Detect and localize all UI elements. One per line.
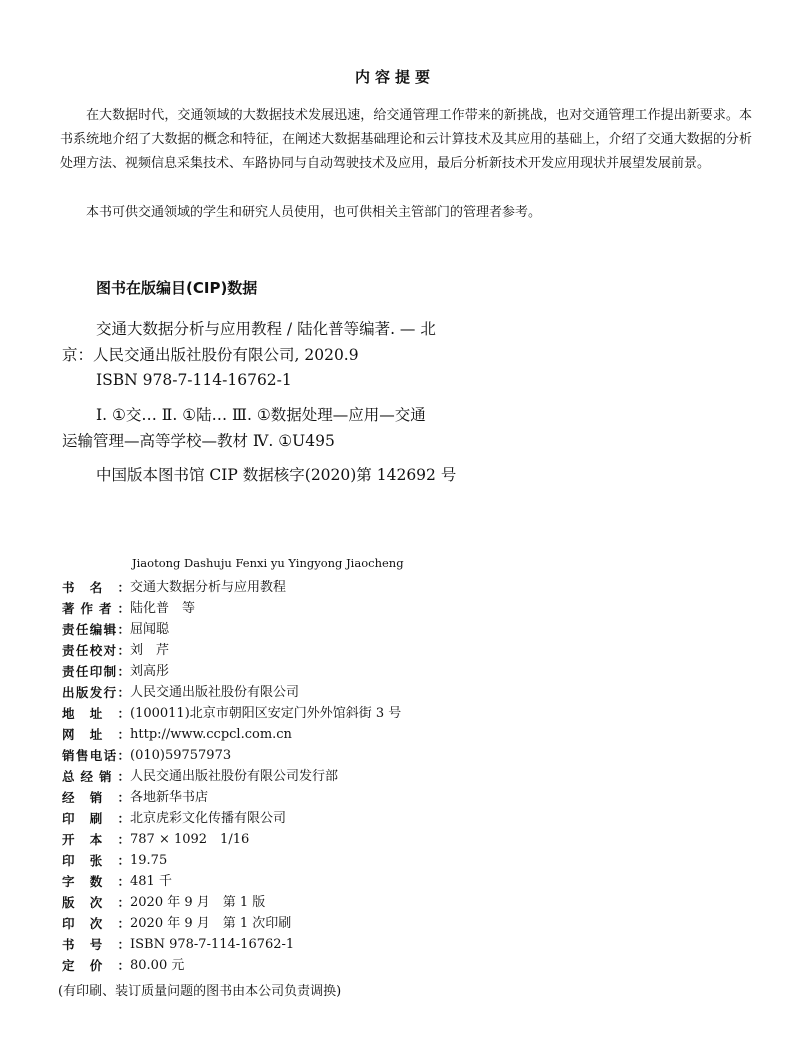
info-label-char: 行	[103, 685, 117, 700]
info-label	[62, 871, 130, 892]
info-label	[62, 598, 130, 619]
info-label-char: 本	[89, 832, 103, 847]
info-label-colon: ：	[117, 790, 130, 805]
info-value: http://www.ccpcl.com.cn	[130, 727, 292, 742]
info-label	[62, 703, 130, 724]
info-label	[62, 745, 130, 766]
info-label-char: 任	[75, 664, 89, 679]
info-value: 2020 年 9 月 第 1 版	[130, 895, 266, 910]
info-row	[62, 808, 762, 829]
info-label-char: 价	[89, 958, 103, 973]
info-label	[62, 682, 130, 703]
info-value: 屈闻聪	[130, 622, 170, 637]
info-label-colon: ：	[117, 601, 130, 616]
info-label-char: 销	[62, 748, 75, 763]
info-label-char: 次	[89, 895, 103, 910]
info-value: 481 千	[130, 874, 172, 889]
info-label-colon: ：	[117, 580, 130, 595]
info-label-char: 发	[89, 685, 103, 700]
info-label-char: 印	[62, 811, 75, 826]
info-value: 787 × 1092 1/16	[130, 832, 250, 847]
info-value: (100011)北京市朝阳区安定门外外馆斜街 3 号	[130, 706, 402, 721]
info-row	[62, 892, 762, 913]
info-row	[62, 787, 762, 808]
publication-info	[62, 577, 762, 976]
info-value: 陆化普 等	[130, 601, 196, 616]
info-label	[62, 766, 130, 787]
cip-line-3: ISBN 978-7-114-16762-1	[96, 371, 292, 389]
info-label-char: 者	[98, 601, 112, 616]
info-label-char: 张	[89, 853, 103, 868]
info-label-colon: ：	[117, 727, 130, 742]
info-label-char: 定	[62, 958, 75, 973]
info-value: ISBN 978-7-114-16762-1	[130, 937, 295, 952]
info-label	[62, 955, 130, 976]
info-label-char: 号	[89, 937, 103, 952]
info-value: 80.00 元	[130, 958, 185, 973]
info-label-char: 制	[103, 664, 117, 679]
cip-line-6: 中国版本图书馆 CIP 数据核字(2020)第 142692 号	[96, 466, 457, 484]
info-value: 人民交通出版社股份有限公司	[130, 685, 300, 700]
info-label	[62, 724, 130, 745]
info-label-char: 作	[80, 601, 93, 616]
info-value: 刘 芹	[130, 643, 170, 658]
info-label-char: 书	[62, 937, 75, 952]
quality-note: (有印刷、装订质量问题的图书由本公司负责调换)	[58, 984, 342, 999]
info-value: 刘高彤	[130, 664, 170, 679]
info-label-char: 印	[62, 916, 75, 931]
cip-line-1: 交通大数据分析与应用教程 / 陆化普等编著. — 北	[96, 320, 436, 338]
cip-line-5: 运输管理—高等学校—教材 Ⅳ. ①U495	[62, 432, 335, 450]
info-label-colon: ：	[117, 853, 130, 868]
info-label-char: 出	[62, 685, 75, 700]
info-label-char: 次	[89, 916, 103, 931]
cip-line-2: 京：人民交通出版社股份有限公司, 2020.9	[62, 346, 359, 364]
info-row	[62, 829, 762, 850]
info-label-colon: ：	[117, 832, 130, 847]
info-row	[62, 640, 762, 661]
info-label	[62, 808, 130, 829]
info-label-char: 书	[62, 580, 75, 595]
info-label-colon: ：	[117, 622, 130, 637]
info-label-char: 著	[62, 601, 75, 616]
info-row	[62, 682, 762, 703]
info-label-char: 印	[89, 664, 103, 679]
info-label-char: 辑	[103, 622, 117, 637]
info-label-char: 名	[89, 580, 103, 595]
info-label-char: 总	[62, 769, 75, 784]
info-label-char: 印	[62, 853, 75, 868]
info-label	[62, 829, 130, 850]
info-label-colon: ：	[117, 748, 130, 763]
info-row	[62, 703, 762, 724]
info-label-char: 数	[89, 874, 103, 889]
info-label-colon: ：	[117, 895, 130, 910]
info-row	[62, 577, 762, 598]
info-label-colon: ：	[117, 685, 130, 700]
info-label-colon: ：	[117, 769, 130, 784]
info-value: 2020 年 9 月 第 1 次印刷	[130, 916, 292, 931]
info-label-char: 对	[103, 643, 117, 658]
info-label-char: 字	[62, 874, 75, 889]
info-label-char: 售	[75, 748, 89, 763]
info-label-char: 责	[62, 664, 75, 679]
info-row	[62, 619, 762, 640]
info-value: (010)59757973	[130, 748, 232, 763]
info-row	[62, 850, 762, 871]
summary-paragraph-1: 在大数据时代，交通领域的大数据技术发展迅速，给交通管理工作带来的新挑战，也对交通管理工作提出新要求。本书系统地介绍了大数据的概念和特征，在阐述大数据基础理论和云计算技术及其应用的基础上，介绍了交通大数据的分析处理方法、视频信息采集技术、车路协同与自动驾驶技术及应用，最后分析新技术开发应用现状并展望发展前景。	[60, 108, 752, 171]
info-label	[62, 934, 130, 955]
info-label	[62, 787, 130, 808]
info-label-char: 经	[80, 769, 93, 784]
cip-line-4: Ⅰ. ①交… Ⅱ. ①陆… Ⅲ. ①数据处理—应用—交通	[96, 406, 426, 424]
info-row	[62, 598, 762, 619]
info-label-colon: ：	[117, 811, 130, 826]
info-label-char: 版	[62, 895, 75, 910]
info-label	[62, 619, 130, 640]
info-label-char: 销	[89, 790, 103, 805]
info-label-char: 话	[103, 748, 117, 763]
info-label	[62, 913, 130, 934]
cip-heading: 图书在版编目(CIP)数据	[96, 279, 258, 297]
info-label-colon: ：	[117, 958, 130, 973]
info-label-char: 销	[98, 769, 112, 784]
info-label-char: 编	[89, 622, 103, 637]
summary-title: 内容提要	[354, 68, 435, 86]
info-label-char: 开	[62, 832, 75, 847]
info-label-char: 刷	[89, 811, 103, 826]
info-label	[62, 892, 130, 913]
info-label-char: 任	[75, 643, 89, 658]
info-label-char: 校	[89, 643, 103, 658]
info-label-char: 地	[62, 706, 75, 721]
info-label-char: 址	[89, 706, 103, 721]
summary-paragraph-2: 本书可供交通领域的学生和研究人员使用，也可供相关主管部门的管理者参考。	[86, 205, 542, 220]
info-label	[62, 661, 130, 682]
info-label-colon: ：	[117, 916, 130, 931]
info-label-colon: ：	[117, 643, 130, 658]
info-label-char: 经	[62, 790, 75, 805]
info-label-char: 网	[62, 727, 75, 742]
info-value: 北京虎彩文化传播有限公司	[130, 811, 287, 826]
info-label-char: 任	[75, 622, 89, 637]
info-label-colon: ：	[117, 874, 130, 889]
info-label-char: 址	[89, 727, 103, 742]
info-value: 交通大数据分析与应用教程	[130, 580, 287, 595]
pinyin-title: Jiaotong Dashuju Fenxi yu Yingyong Jiaocheng	[132, 556, 404, 570]
info-label	[62, 850, 130, 871]
info-label	[62, 640, 130, 661]
info-label-colon: ：	[117, 706, 130, 721]
info-label-colon: ：	[117, 937, 130, 952]
info-label	[62, 577, 130, 598]
info-row	[62, 661, 762, 682]
info-value: 人民交通出版社股份有限公司发行部	[130, 769, 339, 784]
info-row	[62, 955, 762, 976]
info-row	[62, 934, 762, 955]
info-row	[62, 913, 762, 934]
info-value: 各地新华书店	[130, 790, 209, 805]
info-value: 19.75	[130, 853, 168, 868]
info-row	[62, 724, 762, 745]
info-row	[62, 871, 762, 892]
info-row	[62, 745, 762, 766]
info-label-char: 责	[62, 622, 75, 637]
info-row	[62, 766, 762, 787]
info-label-char: 电	[89, 748, 103, 763]
info-label-colon: ：	[117, 664, 130, 679]
info-label-char: 责	[62, 643, 75, 658]
info-label-char: 版	[75, 685, 89, 700]
